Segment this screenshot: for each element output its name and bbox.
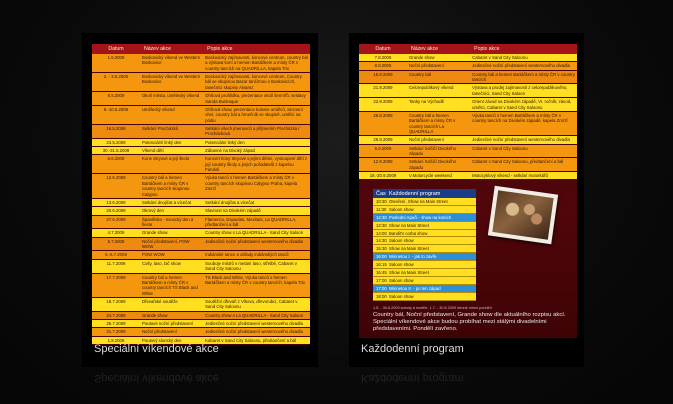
cell-name: Noční představení	[407, 136, 470, 144]
table-row	[359, 158, 577, 172]
program-row	[373, 214, 476, 222]
table-row	[92, 105, 310, 124]
cell-name: Poutový slunský den	[140, 336, 203, 344]
cell-date: 8.5.2009	[92, 92, 140, 106]
cell-desc: Setkání všech jmenovců a příjmením Procházka / Procházková	[203, 124, 310, 138]
table-header-row	[359, 44, 577, 54]
program-title: Otevření, Show na Main Street	[389, 198, 448, 204]
cell-name: Setkání dnojičat a vícečat	[140, 198, 203, 206]
program-time: 16:45	[376, 269, 387, 275]
header-date: Datum	[92, 44, 140, 54]
cell-date: 15.8.2009	[359, 70, 407, 84]
cell-name: Víkend dětí	[140, 147, 203, 155]
cell-desc: Kabaret v Sand City Saloonu, předtančení a bál	[203, 336, 310, 344]
cell-name: Setkání Procházků	[140, 124, 203, 138]
table-row	[359, 144, 577, 158]
program-row	[373, 277, 476, 285]
cell-name: POW WOW	[140, 251, 203, 259]
table-row	[92, 328, 310, 336]
cell-date: 25.7.2009	[92, 320, 140, 328]
cell-name: Potenciální linký den	[140, 138, 203, 146]
cell-desc: Setkání dnojičat a vícečat	[203, 198, 310, 206]
program-title: Winnetou I. - jak to zavře	[389, 254, 437, 260]
program-time: 17:00	[376, 285, 387, 291]
reflection-caption: Každodenní program	[361, 372, 464, 384]
cell-desc: Koncert Ilony Stryové s jejími dětmi, vystoupení dětí z její country školy a jiných pořadatelů z kapelou Fandoli	[203, 155, 310, 174]
program-row	[373, 269, 476, 277]
program-row	[373, 253, 476, 261]
cell-desc: Cabaret v Sand City Saloonu, předtančení a bál	[470, 158, 577, 172]
table-row	[92, 259, 310, 273]
cell-date: 24.7.2009	[92, 311, 140, 319]
right-reflection	[349, 370, 584, 404]
cell-date: 9.-10.5.2009	[92, 105, 140, 124]
table-row	[92, 92, 310, 106]
special-events-table	[92, 44, 310, 345]
program-header-title: Každodenní program	[389, 190, 441, 197]
cell-name: Celorepublikový víkend	[407, 84, 470, 98]
panel-caption: Každodenní program	[361, 343, 464, 355]
cell-name: Setkání holčičí Divokého západu	[407, 144, 470, 158]
table-row	[92, 155, 310, 174]
cell-date: 31.7.2009	[92, 328, 140, 336]
table-row	[92, 73, 310, 92]
left-reflection	[82, 370, 318, 404]
daily-program-document	[359, 44, 577, 338]
program-title: Bandit's corba show	[389, 230, 428, 236]
cell-date: 1.5.2009	[92, 54, 140, 73]
cell-name: Grande show	[140, 229, 203, 237]
cell-date: 6.6.2009	[92, 155, 140, 174]
table-row	[359, 111, 577, 135]
cell-desc: Jedinečné noční představení westernového divadla	[470, 136, 577, 144]
program-row	[373, 206, 476, 214]
table-row	[359, 70, 577, 84]
cell-name: Okolí města, umělecký víkend	[140, 92, 203, 106]
program-title: Poslední Apači - show na koních	[389, 214, 452, 220]
table-row	[92, 215, 310, 229]
cell-date: 21.8.2009	[359, 84, 407, 98]
program-row	[373, 293, 476, 301]
show-photo-image	[492, 190, 553, 239]
cell-desc: Výuka tanců s hemen Bartáčkem a místy ČR v country tancích na Divokém západě, kapela Zmrzl	[470, 111, 577, 135]
cell-name: Noční představení, POW WOW	[140, 237, 203, 251]
cell-date: 1.8.2009	[92, 336, 140, 344]
cell-date: 16.5.2009	[92, 124, 140, 138]
cell-date: 2. - 3.5.2009	[92, 73, 140, 92]
cell-name: Country bál	[407, 70, 470, 84]
events-table	[359, 44, 577, 180]
cell-desc: Zábavné na Divoký západ	[203, 147, 310, 155]
program-title: Saloon show	[389, 238, 414, 244]
cell-desc: Boskovický zajímavosti, koncové centrum, country bál a výstava koní a hemen Bartáčkem a místy ČR v country tancích na QUADRILLA, kapela Trix	[203, 54, 310, 73]
cell-date: 12.9.2009	[359, 158, 407, 172]
program-time: 18:00	[376, 293, 387, 299]
cell-desc: Flamenco, Espuelas, Mexitani, La QUADRILLA, předtančení a bál	[203, 215, 310, 229]
table-header-row	[92, 44, 310, 54]
cell-date: 5.9.2009	[359, 144, 407, 158]
cell-name: Boskovický víkend ve Western Boskovice	[140, 73, 203, 92]
cell-date: 5.-6.7.2009	[92, 251, 140, 259]
program-title: Saloon show	[389, 293, 414, 299]
table-row	[92, 54, 310, 73]
cell-name: Country bál a hemen Bartáčkem a místy ČR v country tancích TS Black and White	[140, 273, 203, 297]
cell-desc: Potenciální linký den	[203, 138, 310, 146]
table-row	[92, 311, 310, 319]
program-title: Show na Main Street	[389, 246, 429, 252]
cell-date: 20.6.2009	[92, 207, 140, 215]
header-date: Datum	[359, 44, 407, 54]
cell-desc: Country show s La QUADRILLA - Sand City Saloon	[203, 311, 310, 319]
cell-desc: Ohňová show, prezentace kolonie umělců, Sezonní ohni, country bál a hrnečník ve skupině, umělci na pódiu	[203, 105, 310, 124]
cell-date: 27.6.2009	[92, 215, 140, 229]
cell-name: Kone Stryové a její škola	[140, 155, 203, 174]
cell-name: Grande show	[140, 311, 203, 319]
program-time: 10:30	[376, 198, 387, 204]
program-time: 16:00	[376, 254, 387, 260]
cell-date: 4.7.2009	[92, 229, 140, 237]
cell-desc: Jedinečné noční představení westernového divadla	[203, 320, 310, 328]
program-row	[373, 245, 476, 253]
cell-date: 11.7.2009	[92, 259, 140, 273]
table-row	[92, 320, 310, 328]
cell-date: 22.8.2009	[359, 98, 407, 112]
table-row	[359, 62, 577, 70]
cell-name: Boskovický víkend ve Western Boskovice	[140, 54, 203, 73]
program-title: Show na Main Street	[389, 222, 429, 228]
table-row	[92, 229, 310, 237]
cell-date: 7.8.2009	[359, 54, 407, 62]
cell-desc: Slavnost na Divokém západě	[203, 207, 310, 215]
cell-date: 5.7.2009	[92, 237, 140, 251]
cell-desc: Country bál a hemen Bartáčkem a místy ČR v country tancích	[470, 70, 577, 84]
table-row	[92, 174, 310, 198]
program-time: 12:30	[376, 214, 387, 220]
cell-name: Španělsko - mexický den a fiesta	[140, 215, 203, 229]
daily-program-table	[373, 189, 476, 301]
program-time: 14:00	[376, 230, 387, 236]
header-desc: Popis akce	[203, 44, 310, 54]
cell-name: Noční představení	[407, 62, 470, 70]
cell-date: 23.5.2009	[92, 138, 140, 146]
cell-desc: Jedinečné noční představení westernového divadla	[470, 62, 577, 70]
program-header-time: Čas	[376, 190, 386, 197]
reflection-caption: Speciální víkendové akce	[94, 372, 219, 384]
cell-name: V.Motorcycle weekend	[407, 172, 470, 180]
cell-date: 29.8.2009	[359, 136, 407, 144]
show-photo	[488, 186, 558, 244]
cell-desc: Motocyklový víkend - setkání motorkářů	[470, 172, 577, 180]
cell-desc: Souboje mistrů v metání laso, střelbě, Cabaret v Sand City Saloonu	[203, 259, 310, 273]
cell-name: Setkání holčičí Divokého západu	[407, 158, 470, 172]
cell-name: Noční představení	[140, 328, 203, 336]
program-row	[373, 285, 476, 293]
cell-name: Dřevařské soutěže	[140, 297, 203, 311]
cell-name: Colty, laso, bič show	[140, 259, 203, 273]
header-desc: Popis akce	[470, 44, 577, 54]
cell-desc: Soutěžní dřevaři z Vlkova, dřevorubci, Cabaret v Sand City Saloonu	[203, 297, 310, 311]
program-description: Country bál, Noční představení, Grande show dle aktuálního rozpisu akcí. Speciální víkendové akce budou probíhat mezi stálými divadelními představeními. Pondělí zavřeno.	[373, 312, 566, 333]
cell-name: Grande show	[407, 54, 470, 62]
header-name: Název akce	[407, 44, 470, 54]
table-row	[92, 273, 310, 297]
cell-desc: Cabaret v Sand City Saloonu	[470, 144, 577, 158]
table-row	[359, 54, 577, 62]
program-row	[373, 198, 476, 206]
cell-date: 30.-31.5.2009	[92, 147, 140, 155]
program-time: 15:30	[376, 246, 387, 252]
program-time: 14:30	[376, 238, 387, 244]
table-row	[92, 124, 310, 138]
cell-desc: TS Black and White, Výuka tanců s hemen Bartáčkem a místy ČR v country tancích, kapela Trix	[203, 273, 310, 297]
program-time: 16:15	[376, 262, 387, 268]
cell-desc: Country show s La QUADRILLA - Sand City Saloon	[203, 229, 310, 237]
table-row	[92, 237, 310, 251]
program-title: Saloon show	[389, 277, 414, 283]
program-note: 1.5. - 30.6.2009 soboty a neděle, 1.7. - 30.8.2009 denně mimo pondělí	[373, 306, 492, 310]
program-time: 11:30	[376, 206, 387, 212]
cell-date: 12.6.2009	[92, 174, 140, 198]
cell-desc: Ohňová prohlídka, prezentace okolí šermířů, sestavy Sanda Burlesque	[203, 92, 310, 106]
special-events-document	[92, 44, 310, 343]
program-title: Saloon show	[389, 262, 414, 268]
table-row	[92, 297, 310, 311]
cell-date: 8.8.2009	[359, 62, 407, 70]
cell-name: Country bál a hemen Bartáčkem a místy ČR v country tancích skupinou Calypso	[140, 174, 203, 198]
cell-name: Poutové noční představení	[140, 320, 203, 328]
program-header	[373, 189, 476, 198]
program-time: 17:00	[376, 277, 387, 283]
table-row	[92, 198, 310, 206]
program-title: Show na Main Street	[389, 269, 429, 275]
cell-name: Tanky na Východě	[407, 98, 470, 112]
table-row	[359, 98, 577, 112]
cell-desc: Jedinečné noční představení westernového divadla	[203, 237, 310, 251]
panel-daily-program[interactable]	[349, 33, 584, 367]
cell-name: Okrový den	[140, 207, 203, 215]
table-row	[92, 207, 310, 215]
program-title: Saloon show	[389, 206, 414, 212]
cell-name: Umělecký víkend	[140, 105, 203, 124]
program-row	[373, 230, 476, 238]
cell-date: 13.6.2009	[92, 198, 140, 206]
panel-caption: Speciální víkendové akce	[94, 343, 219, 355]
cell-date: 18.-20.9.2009	[359, 172, 407, 180]
program-time: 13:30	[376, 222, 387, 228]
cell-desc: Indiánské tance a obřady indiánských tanců	[203, 251, 310, 259]
program-row	[373, 222, 476, 230]
cell-date: 28.8.2009	[359, 111, 407, 135]
cell-date: 17.7.2009	[92, 273, 140, 297]
table-row	[359, 172, 577, 180]
table-row	[359, 136, 577, 144]
table-row	[359, 84, 577, 98]
table-row	[92, 138, 310, 146]
cell-desc: Jedinečné noční představení westernového divadla	[203, 328, 310, 336]
cell-desc: Boskovický zajímavosti, koncové centrum, Country bál se skupinou Bazar tančírnou v Boskovicích, tanečníci skupiny Alvarez	[203, 73, 310, 92]
cell-date: 18.7.2009	[92, 297, 140, 311]
cell-name: Country bál a hemen Bartáčkem a místy ČR v country tancích La QUADRILLA	[407, 111, 470, 135]
program-row	[373, 261, 476, 269]
cell-desc: Orient závod na Divokém západě, VI. ročník; závod, umělci, Cabaret v Sand City Saloonu	[470, 98, 577, 112]
cell-desc: Cabaret v Sand City Saloonu	[470, 54, 577, 62]
cell-desc: Výstava a prodej zajímavostí z celorepublikového, tanečníci, Sand City Saloon	[470, 84, 577, 98]
panel-special-events[interactable]	[82, 33, 318, 367]
table-row	[92, 251, 310, 259]
cell-desc: Výuka tanců s hemen Bartáčkem a místy ČR v country tancích skupinou Calypso Praha, kapela Zmrzl	[203, 174, 310, 198]
table-row	[92, 147, 310, 155]
program-row	[373, 237, 476, 245]
program-title: Winnetou II. - po ten západ	[389, 285, 441, 291]
header-name: Název akce	[140, 44, 203, 54]
